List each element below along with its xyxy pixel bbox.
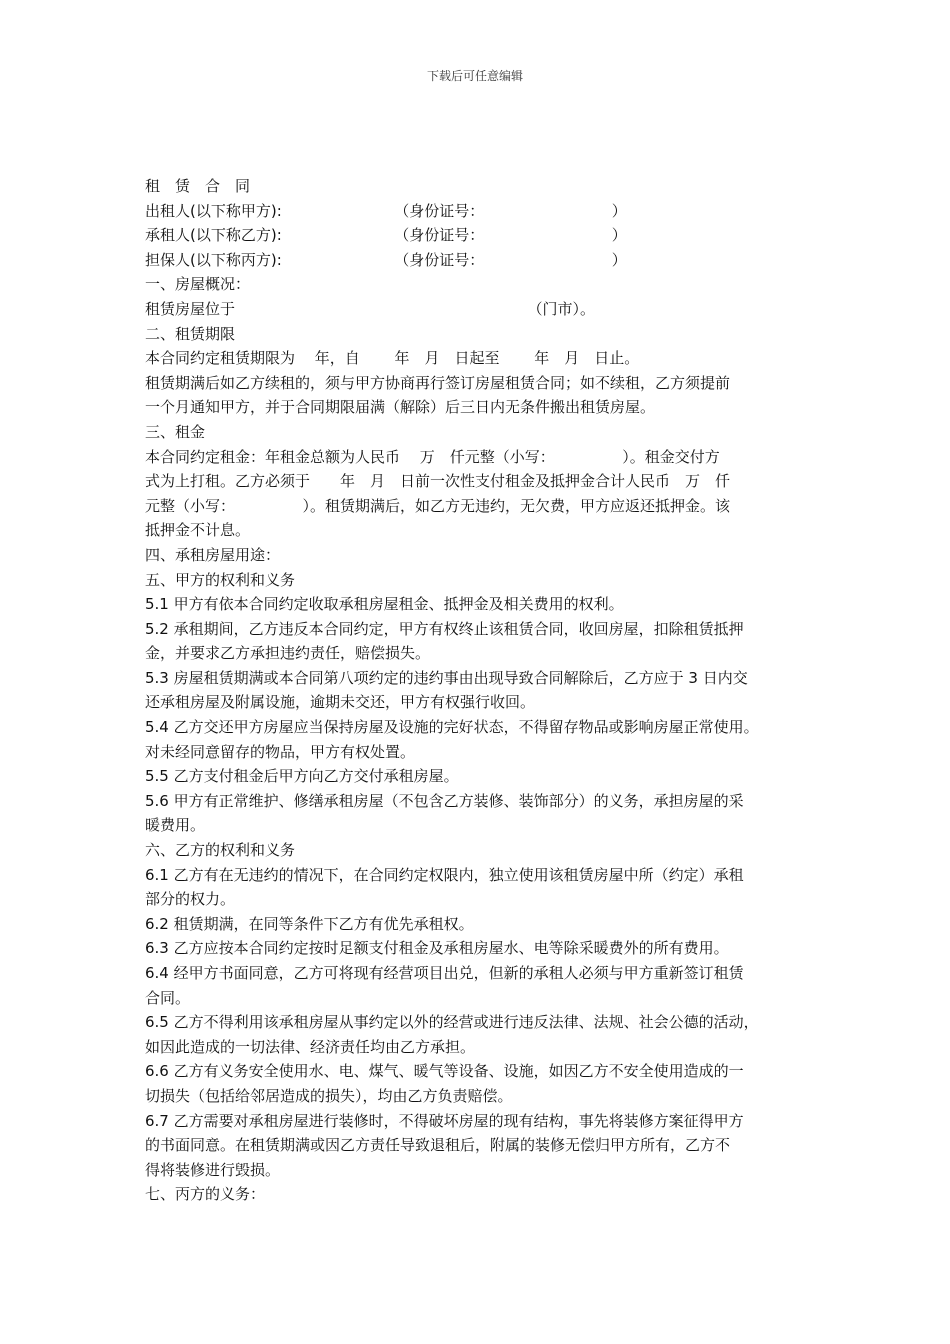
text-line: 6.6 乙方有义务安全使用水、电、煤气、暖气等设备、设施，如因乙方不安全使用造成的一 xyxy=(145,1062,744,1081)
text-line: 承租人(以下称乙方): （身份证号： ） xyxy=(145,226,627,245)
text-line: 租赁房屋位于 （门市）。 xyxy=(145,299,596,318)
text-line: 如因此造成的一切法律、经济责任均由乙方承担。 xyxy=(145,1037,476,1056)
text-line: 6.2 租赁期满，在同等条件下乙方有优先承租权。 xyxy=(145,914,474,933)
text-line: 金，并要求乙方承担违约责任，赔偿损失。 xyxy=(145,644,431,663)
text-line: 还承租房屋及附属设施，逾期未交还，甲方有权强行收回。 xyxy=(145,693,536,712)
contract-body xyxy=(145,174,825,1207)
text-line: 六、乙方的权利和义务 xyxy=(145,841,296,860)
text-line: 本合同约定租金：年租金总额为人民币 万 仟元整（小写： ）。租金交付方 xyxy=(145,447,720,466)
text-line: 一、房屋概况： xyxy=(145,275,251,294)
text-line: 6.5 乙方不得利用该承租房屋从事约定以外的经营或进行违反法律、法规、社会公德的活动， xyxy=(145,1013,759,1032)
text-line: 5.2 承租期间，乙方违反本合同约定，甲方有权终止该租赁合同，收回房屋，扣除租赁抵押 xyxy=(145,619,744,638)
text-line: 5.5 乙方支付租金后甲方向乙方交付承租房屋。 xyxy=(145,767,459,786)
text-line: 七、丙方的义务： xyxy=(145,1185,266,1204)
text-line: 四、承租房屋用途： xyxy=(145,545,281,564)
text-line: 本合同约定租赁期限为 年，自 年 月 日起至 年 月 日止。 xyxy=(145,349,640,368)
text-line: 对未经同意留存的物品，甲方有权处置。 xyxy=(145,742,416,761)
text-line: 的书面同意。在租赁期满或因乙方责任导致退租后，附属的装修无偿归甲方所有，乙方不 xyxy=(145,1136,731,1155)
text-line: 6.4 经甲方书面同意，乙方可将现有经营项目出兑，但新的承租人必须与甲方重新签订租赁 xyxy=(145,964,744,982)
text-line: 式为上打租。乙方必须于 年 月 日前一次性支付租金及抵押金合计人民币 万 仟 xyxy=(145,472,731,491)
text-line: 元整（小写： ）。租赁期满后，如乙方无违约，无欠费，甲方应返还抵押金。该 xyxy=(145,496,731,515)
text-line: 得将装修进行毁损。 xyxy=(145,1160,281,1179)
text-line: 5.1 甲方有依本合同约定收取承租房屋租金、抵押金及相关费用的权利。 xyxy=(145,595,624,614)
text-line: 出租人(以下称甲方): （身份证号： ） xyxy=(145,201,627,220)
text-line: 5.4 乙方交还甲方房屋应当保持房屋及设施的完好状态，不得留存物品或影响房屋正常使用。 xyxy=(145,718,759,737)
contract-title: 租 赁 合 同 xyxy=(145,177,251,195)
text-line: 三、租金 xyxy=(145,422,206,441)
text-line: 暖费用。 xyxy=(145,816,206,835)
page-header: 下载后可任意编辑 xyxy=(426,69,523,83)
text-line: 5.3 房屋租赁期满或本合同第八项约定的违约事由出现导致合同解除后，乙方应于 3 日内交 xyxy=(145,668,748,687)
text-line: 部分的权力。 xyxy=(145,890,236,909)
text-line: 6.1 乙方有在无违约的情况下，在合同约定权限内，独立使用该租赁房屋中所（约定）承租 xyxy=(145,865,744,884)
text-line: 二、租赁期限 xyxy=(145,324,236,343)
text-line: 切损失（包括给邻居造成的损失），均由乙方负责赔偿。 xyxy=(145,1086,513,1105)
text-line: 6.3 乙方应按本合同约定按时足额支付租金及承租房屋水、电等除采暖费外的所有费用。 xyxy=(145,939,729,958)
text-line: 6.7 乙方需要对承租房屋进行装修时，不得破坏房屋的现有结构，事先将装修方案征得甲方 xyxy=(145,1111,744,1130)
text-line: 担保人(以下称丙方): （身份证号： ） xyxy=(145,250,627,269)
text-line: 租赁期满后如乙方续租的，须与甲方协商再行签订房屋租赁合同；如不续租，乙方须提前 xyxy=(145,373,731,392)
text-line: 抵押金不计息。 xyxy=(145,521,251,540)
text-line: 5.6 甲方有正常维护、修缮承租房屋（不包含乙方装修、装饰部分）的义务，承担房屋的采 xyxy=(145,791,744,810)
text-line: 合同。 xyxy=(145,988,191,1007)
text-line: 一个月通知甲方，并于合同期限届满（解除）后三日内无条件搬出租赁房屋。 xyxy=(145,398,656,417)
text-line: 五、甲方的权利和义务 xyxy=(145,570,296,589)
